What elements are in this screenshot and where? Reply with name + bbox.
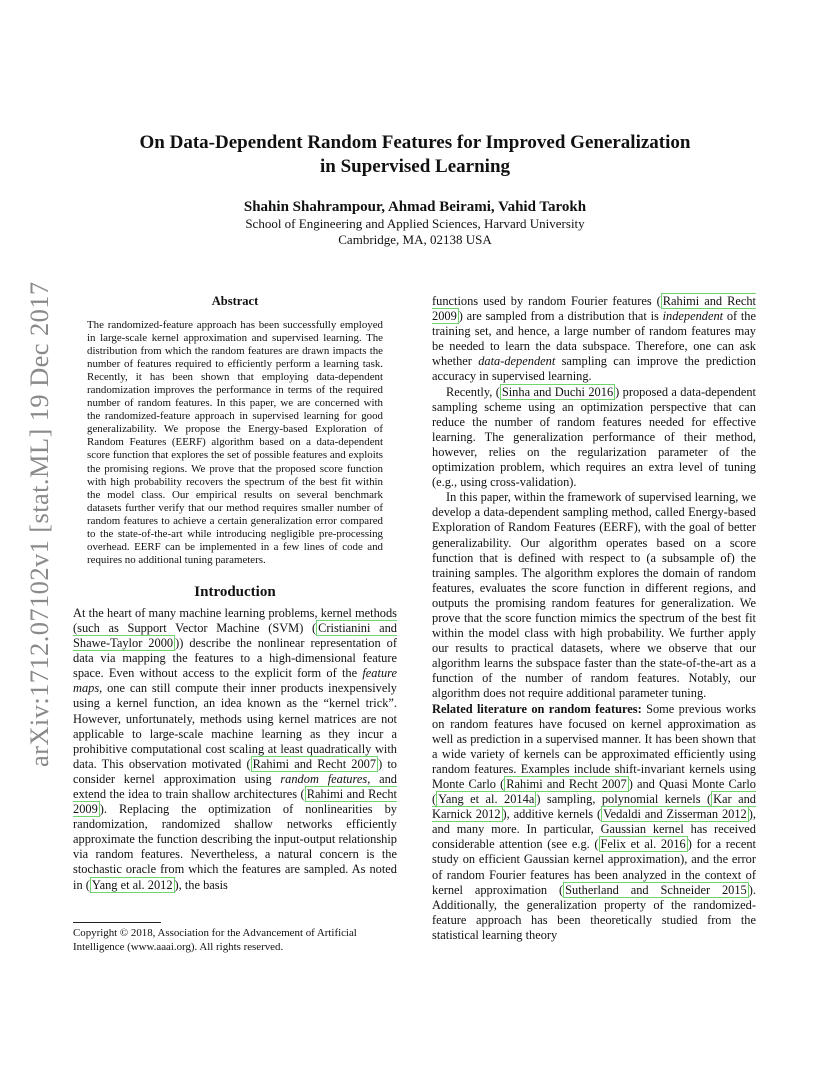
text-run: ) sampling, polynomial kernels ( [536,792,712,807]
affiliation [90,216,740,247]
intro-paragraph [73,606,397,893]
introduction-heading: Introduction [194,583,276,600]
text-run: ). Additionally, the generalization property of the randomized-feature approach has been theoretically studied from the statistical learning theory [432,882,756,942]
arxiv-identifier-stamp [20,277,56,777]
text-run: ) to consider kernel approximation using [73,756,397,786]
citation-link[interactable]: Cristianini and Shawe-Taylor 2000 [73,620,397,651]
text-run: Some previous works on random features have focused on kernel approximation as well as prediction in a supervised manner. It has been shown that a wide variety of kernels can be approximated efficiently using random features. Examples include shift-invariant kernels using Monte Carlo ( [432,701,756,791]
body-paragraph: In this paper, within the framework of supervised learning, we develop a data-dependent sampling method, called Energy-based Exploration of Random Features (EERF), with the goal of better generalizability. Our algorithm operates based on a score function that is defined with respect to (a subsample of) the training samples. The algorithm explores the domain of random features, evaluates the score function in different regions, and outputs the promising random features for generalization. We prove that the score function mimics the spectrum of the best fit within the model class with high probability. We further apply our results to practical datasets, where we observe that our algorithm learns the subspace faster than the state-of-the-art as a function of the number of random features. Notably, our algorithm does not require additional parameter tuning. [432,490,756,701]
text-run: of the training set, and hence, a large number of random features may be needed to learn the data subspace. Therefore, one can ask whether [432,309,756,369]
text-run: At the heart of many machine learning problems, kernel methods (such as Support Vector Machine (SVM) ( [73,605,397,635]
citation-link[interactable]: Rahimi and Recht 2009 [73,787,397,817]
text-run: ) proposed a data-dependent sampling scheme using an optimization perspective that can reduce the number of random features needed for effective learning. The generalization performance of their method, however, relies on the regularization parameter of the optimization problem, which requires an extra level of tuning (e.g., using cross-validation). [432,384,756,490]
text-run: , and extend the idea to train shallow architectures ( [73,771,397,802]
text-run: ) and Quasi Monte Carlo ( [432,777,756,807]
text-run: ), the basis [174,877,228,892]
text-run: ) are sampled from a distribution that is [458,309,663,324]
text-run: functions used by random Fourier features ( [432,294,661,308]
arxiv-id-text: arXiv:1712.07102v1 [stat.ML] 19 Dec 2017 [24,281,54,767]
paper-title [90,131,740,179]
author-list: Shahin Shahrampour, Ahmad Beirami, Vahid Tarokh [243,199,587,215]
run-in-heading: Related literature on random features: [432,701,642,716]
citation-link[interactable]: Rahimi and Recht 2009 [432,294,756,324]
affiliation-line-2: Cambridge, MA, 02138 USA [338,231,492,247]
body-paragraph [432,385,756,491]
citation-link[interactable]: Vedaldi and Zisserman 2012 [603,807,747,822]
footnote-line-1: Copyright © 2018, Association for the Advancement of Artificial [73,927,357,939]
text-run: ). Replacing the optimization of nonlinearities by randomization, randomized shallow networks efficiently approximate the function describing the input-output relationship via random features. Nevertheless, a natural concern is the stochastic oracle from which the features are sampled. As noted in ( [73,802,397,892]
title-line-1: On Data-Dependent Random Features for Improved Generalization [139,132,691,153]
footnote-line-2: Intelligence (www.aaai.org). All rights reserved. [73,940,284,953]
text-run: )) describe the nonlinear representation of data via mapping the features to a high-dimensional feature space. Even without access to the explicit form of the [73,636,397,681]
citation-link[interactable]: Rahimi and Recht 2007 [506,777,627,791]
text-run: ), and many more. In particular, Gaussian kernel has received considerable attention (see e.g. ( [432,807,756,852]
citation-link[interactable]: Kar and Karnick 2012 [432,792,756,822]
footnote-rule [73,922,161,923]
title-line-2: in Supervised Learning [319,156,511,177]
text-run: sampling can improve the prediction accuracy in supervised learning. [432,354,756,384]
citation-link[interactable]: Sinha and Duchi 2016 [501,384,614,399]
abstract-text: The randomized-feature approach has been successfully employed in large-scale kernel approximation and supervised learning. The distribution from which the random features are drawn impacts the number of features required to efficiently perform a learning task. Recently, it has been shown that employing data-dependent randomization improves the performance in terms of the required number of random features. In this paper, we are concerned with the randomized-feature approach in supervised learning for good generalizability. We propose the Energy-based Exploration of Random Features (EERF) algorithm based on a data-dependent score function that explores the set of possible features and exploits the promising regions. We prove that the proposed score function with high probability recovers the spectrum of the best fit within the model class. Our empirical results on several benchmark datasets further verify that our method requires smaller number of random features to achieve a certain generalization error compared to the state-of-the-art while introducing negligible pre-processing overhead. EERF can be implemented in a few lines of code and requires no additional tuning parameters. [87,319,383,566]
text-run: ) for a recent study on efficient Gaussian kernel approximation), and the error of random Fourier features has been analyzed in the context of kernel approximation ( [432,837,756,897]
emphasis: feature maps [73,666,397,696]
left-column [73,294,397,893]
citation-link[interactable]: Yang et al. 2014a [438,792,535,807]
citation-link[interactable]: Rahimi and Recht 2007 [252,756,377,771]
copyright-footnote [73,927,403,954]
emphasis: independent [662,309,724,324]
abstract-heading: Abstract [211,294,259,308]
related-literature-paragraph [432,702,756,944]
citation-link[interactable]: Yang et al. 2012 [91,877,173,892]
affiliation-line-1: School of Engineering and Applied Sciences, Harvard University [245,216,585,231]
text-run: Recently, ( [446,384,500,399]
citation-link[interactable]: Sutherland and Schneider 2015 [565,882,747,897]
text-run: , one can still compute their inner products inexpensively using a kernel function, an idea known as the “kernel trick”. However, unfortunately, methods using kernel matrices are not applicable to large-scale machine learning as they incur a prohibitive computational cost scaling at least quadratically with data. This observation motivated ( [73,681,397,771]
right-column [432,294,756,943]
emphasis: random features [280,771,368,786]
emphasis: data-dependent [478,354,556,369]
citation-link[interactable]: Felix et al. 2016 [600,837,686,852]
body-paragraph [432,294,756,385]
text-run: ), additive kernels ( [502,807,602,822]
